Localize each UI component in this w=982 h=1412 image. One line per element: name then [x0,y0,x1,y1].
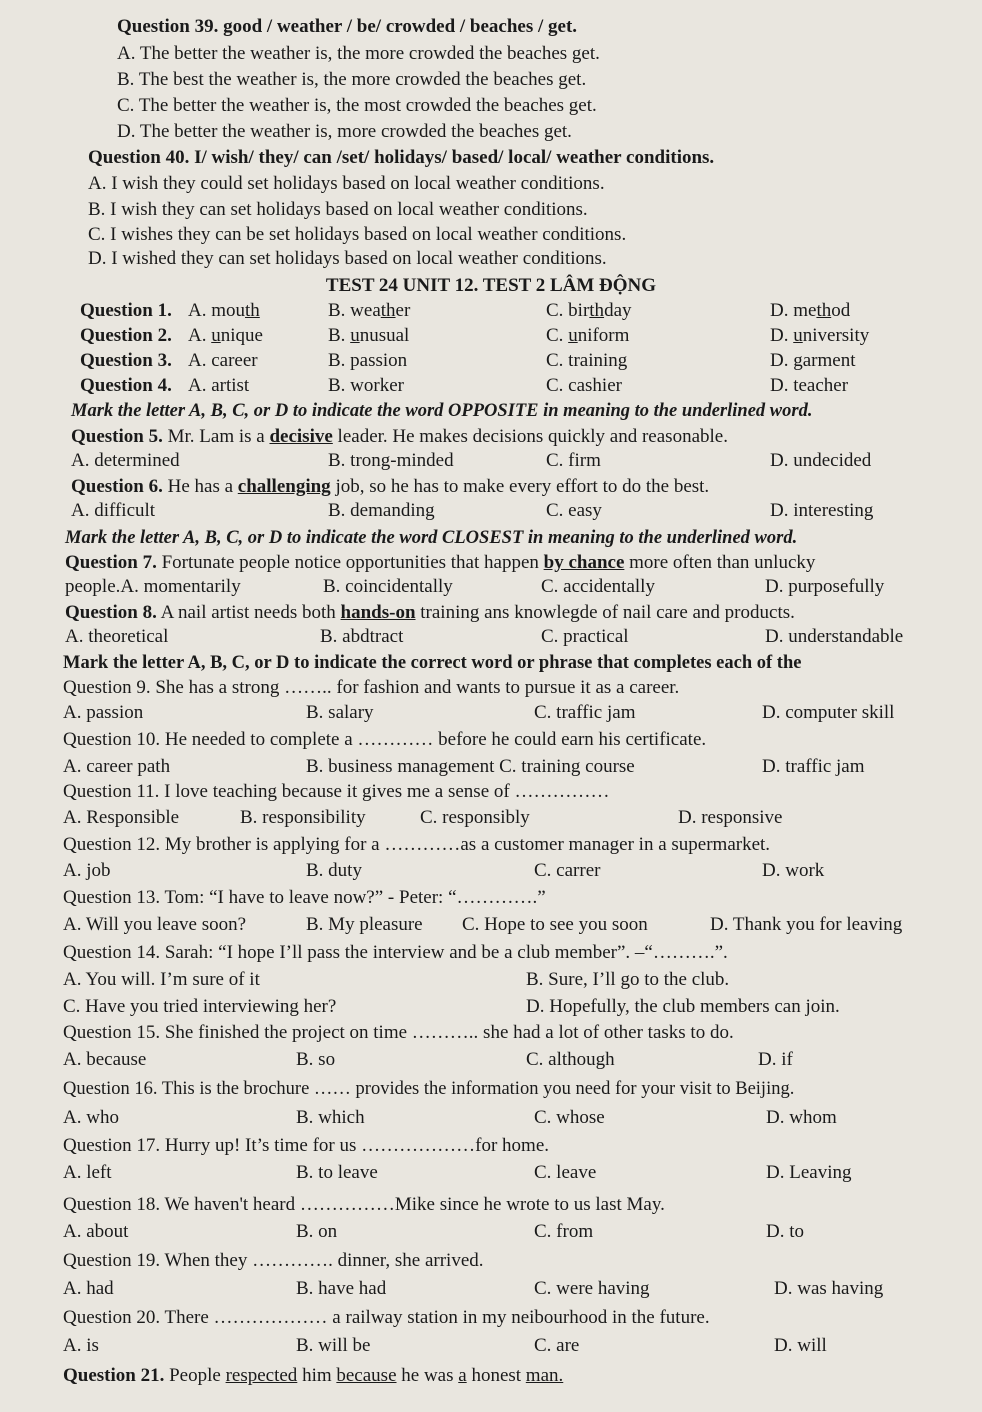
q21-stem: Question 21. People respected him because he was a honest man. [63,1365,564,1386]
q14-stem: Question 14. Sarah: “I hope I’ll pass the interview and be a club member”. –“……….”. [63,942,728,963]
q39-option-c: C. The better the weather is, the most crowded the beaches get. [117,95,597,116]
q17-stem: Question 17. Hurry up! It’s time for us ………………for home. [63,1135,550,1156]
q5-stem: Question 5. Mr. Lam is a decisive leader. He makes decisions quickly and reasonable. [71,426,728,447]
exam-page: Question 39. good / weather / be/ crowded / beaches / get. A. The better the weather is, the more crowded the beaches get. B. The best the weather is, the more crowded the beaches get. C. The better the weather is, the most crowded the beaches get. D. The better the weather is, more crowded the beaches get. Question 40. I/ wish/ they/ can /set/ holidays/ based/ local/ weather conditions. A. I wish they could set holidays based on local weather conditions. B. I wish they can set holidays based on local weather conditions. C. I wishes they can be set holidays based on local weather conditions. D. I wished they can set holidays based on local weather conditions. TEST 24 UNIT 12. TEST 2 LÂM ĐỘNG Question 1. A. mouth B. weather C. birthday D. method Question 2. A. unique B. unusual C. uniform D. university Question 3. A. career B. passion C. training D. garment Question 4. A. artist B. worker C. cashier D. teacher Mark the letter A, B, C, or D to indicate the word OPPOSITE in meaning to the underlined word. Question 5. Mr. Lam is a decisive leader. He makes decisions quickly and reasonable. A. determined B. trong-minded C. firm D. undecided Question 6. He has a challenging job, so he has to make every effort to do the best. A. difficult B. demanding C. easy D. interesting Mark the letter A, B, C, or D to indicate the word CLOSEST in meaning to the underlined word. Question 7. Fortunate people notice opportunities that happen by chance more often than unlucky people.A. momentarily B. coincidentally C. accidentally D. purposefully Question 8. A nail artist needs both hands-on training ans knowlegde of nail care and products. A. theoretical B. abdtract C. practical D. understandable Mark the letter A, B, C, or D to indicate the correct word or phrase that completes each of the Question 9. She has a strong …….. for fashion and wants to pursue it as a career. A. passion B. salary C. traffic jam D. computer skill Question 10. He needed to complete a ………… before he could earn his certificate. A. career path B. business management C. training course D. traffic jam Question 11. I love teaching because it gives me a sense of …………… A. Responsible B. responsibility C. responsibly D. responsive Question 12. My brother is applying for a …………as a customer manager in a supermarket. A. job B. duty C. carrer D. work Question 13. Tom: “I have to leave now?” - Peter: “………….” A. Will you leave soon? B. My pleasure C. Hope to see you soon D. Thank you for leaving Question 14. Sarah: “I hope I’ll pass the interview and be a club member”. –“……….”. A. You will. I’m sure of it B. Sure, I’ll go to the club. C. Have you tried interviewing her? D. Hopefully, the club members can join. Question 15. She finished the project on time ……….. she had a lot of other tasks to do. A. because B. so C. although D. if Question 16. This is the brochure …… provides the information you need for your visit to Beijing. A. who B. which C. whose D. whom Question 17. Hurry up! It’s time for us ………………for home. A. left B. to leave C. leave D. Leaving Question 18. We haven't heard ……………Mike since he wrote to us last May. A. about B. on C. from D. to Question 19. When they …………. dinner, she arrived. A. had B. have had C. were having D. was having Question 20. There ……………… a railway station in my neibourhood in the future. A. is B. will be C. are D. will Question 21. People respected him because he was a honest man. [0,0,982,1412]
q15-stem: Question 15. She finished the project on time ……….. she had a lot of other tasks to do. [63,1022,734,1043]
q18-stem: Question 18. We haven't heard ……………Mike since he wrote to us last May. [63,1194,665,1215]
instruction-closest: Mark the letter A, B, C, or D to indicate the word CLOSEST in meaning to the underlined word. [65,528,798,548]
q9-stem: Question 9. She has a strong …….. for fashion and wants to pursue it as a career. [63,677,680,698]
q19-stem: Question 19. When they …………. dinner, she arrived. [63,1250,484,1271]
q40-option-a: A. I wish they could set holidays based on local weather conditions. [88,173,605,194]
test-title: TEST 24 UNIT 12. TEST 2 LÂM ĐỘNG [325,275,657,296]
q12-stem: Question 12. My brother is applying for a …………as a customer manager in a supermarket. [63,834,771,855]
q39-stem: Question 39. good / weather / be/ crowded / beaches / get. [117,16,578,37]
q8-stem: Question 8. A nail artist needs both hands-on training ans knowlegde of nail care and products. [65,602,795,623]
q6-stem: Question 6. He has a challenging job, so he has to make every effort to do the best. [71,476,710,497]
q40-stem: Question 40. I/ wish/ they/ can /set/ holidays/ based/ local/ weather conditions. [88,147,715,168]
instruction-opposite: Mark the letter A, B, C, or D to indicate the word OPPOSITE in meaning to the underlined word. [71,401,813,421]
instruction-complete: Mark the letter A, B, C, or D to indicate the correct word or phrase that completes each of the [63,653,802,673]
q39-option-d: D. The better the weather is, more crowded the beaches get. [117,121,572,142]
q10-stem: Question 10. He needed to complete a ………… before he could earn his certificate. [63,729,707,750]
q11-stem: Question 11. I love teaching because it gives me a sense of …………… [63,781,610,802]
q20-stem: Question 20. There ……………… a railway station in my neibourhood in the future. [63,1307,710,1328]
q40-option-c: C. I wishes they can be set holidays based on local weather conditions. [88,224,627,245]
q7-stem: Question 7. Fortunate people notice opportunities that happen by chance more often than unlucky [65,552,816,573]
q40-option-b: B. I wish they can set holidays based on local weather conditions. [88,199,588,220]
q40-option-d: D. I wished they can set holidays based on local weather conditions. [88,248,607,269]
q16-stem: Question 16. This is the brochure …… provides the information you need for your visit to Beijing. [63,1079,795,1099]
q39-option-a: A. The better the weather is, the more crowded the beaches get. [117,43,600,64]
q13-stem: Question 13. Tom: “I have to leave now?” - Peter: “………….” [63,887,546,908]
q39-option-b: B. The best the weather is, the more crowded the beaches get. [117,69,587,90]
